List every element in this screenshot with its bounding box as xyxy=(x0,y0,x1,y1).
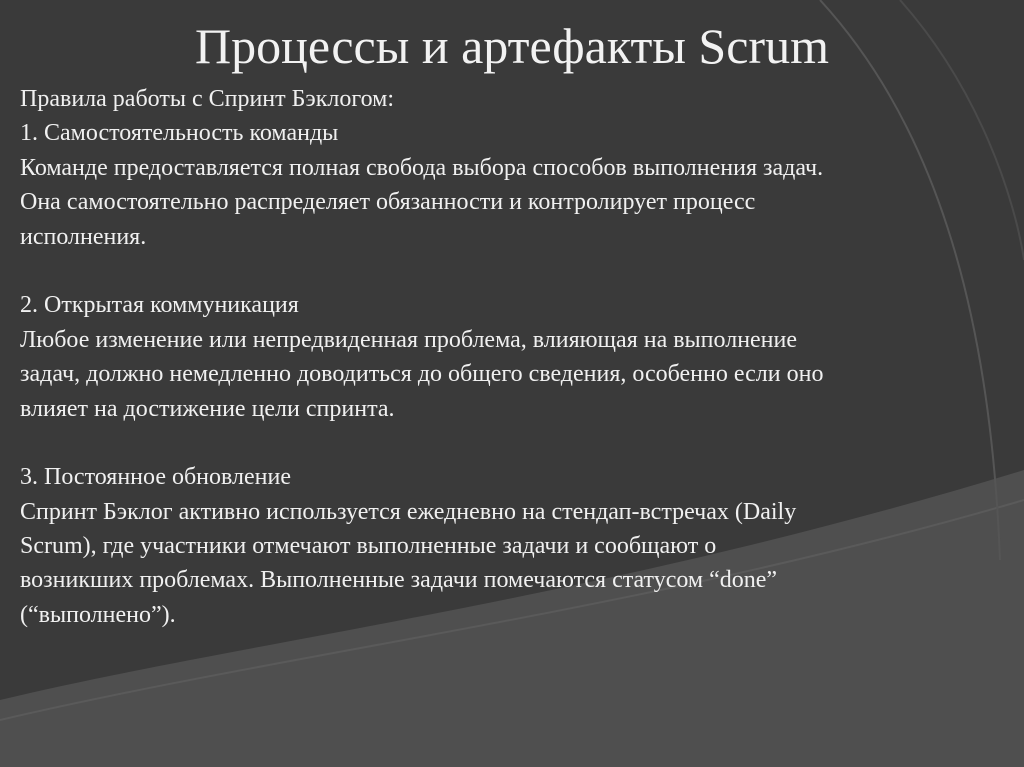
body-line: Scrum), где участники отмечают выполненные задачи и сообщают о xyxy=(20,533,717,560)
body-line: Спринт Бэклог активно используется ежедневно на стендап-встречах (Daily xyxy=(20,498,797,525)
slide-body xyxy=(20,82,823,632)
body-line: Правила работы с Спринт Бэклогом: xyxy=(20,86,394,112)
body-line: исполнения. xyxy=(20,223,147,250)
body-line: возникших проблемах. Выполненные задачи помечаются статусом “done” xyxy=(20,567,778,594)
body-line: Команде предоставляется полная свобода выбора способов выполнения задач. xyxy=(20,154,824,181)
body-line xyxy=(20,254,823,288)
body-line: 2. Открытая коммуникация xyxy=(20,292,299,319)
body-line: задач, должно немедленно доводиться до общего сведения, особенно если оно xyxy=(20,361,824,388)
body-line: 3. Постоянное обновление xyxy=(20,464,292,491)
body-line: 1. Самостоятельность команды xyxy=(20,120,339,147)
body-line: влияет на достижение цели спринта. xyxy=(20,395,395,422)
slide-title: Процессы и артефакты Scrum xyxy=(195,18,829,74)
body-line: Она самостоятельно распределяет обязанности и контролирует процесс xyxy=(20,189,756,216)
body-line: (“выполнено”). xyxy=(20,601,176,628)
body-line xyxy=(20,426,823,460)
body-line: Любое изменение или непредвиденная проблема, влияющая на выполнение xyxy=(20,326,798,353)
